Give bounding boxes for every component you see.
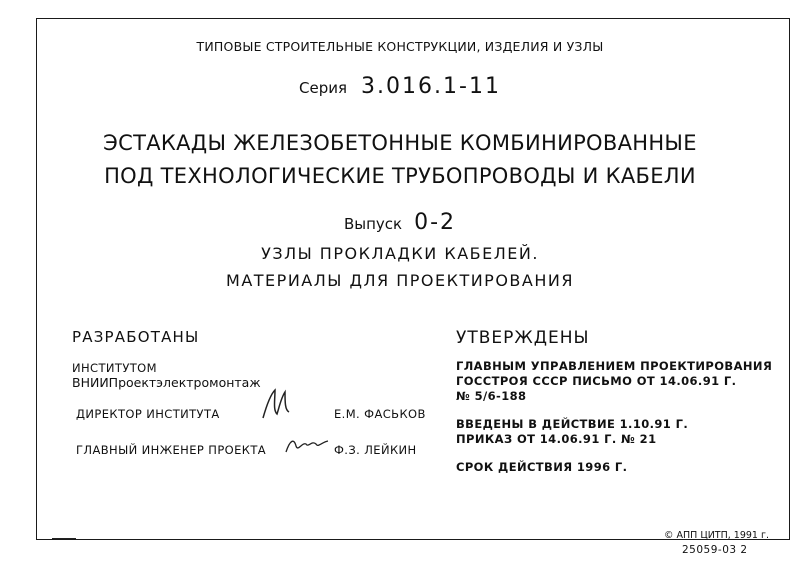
issue-line [0,210,800,235]
institute-name: ВНИИПроектэлектромонтаж [72,375,261,390]
approved-heading: УТВЕРЖДЕНЫ [456,328,590,348]
director-title: ДИРЕКТОР ИНСТИТУТА [76,407,220,421]
director-signature [255,384,295,424]
footer-rule [52,538,76,539]
document-code: 25059-03 2 [682,544,748,556]
approval-authority-line-1: ГЛАВНЫМ УПРАВЛЕНИЕМ ПРОЕКТИРОВАНИЯ [456,359,773,373]
series-number: 3.016.1-11 [361,74,501,99]
enactment-order: ПРИКАЗ ОТ 14.06.91 Г. № 21 [456,432,657,446]
engineer-signature [282,432,330,460]
enactment-date: ВВЕДЕНЫ В ДЕЙСТВИЕ 1.10.91 Г. [456,417,689,431]
approval-letter-number: № 5/6-188 [456,389,527,403]
issue-label: Выпуск [343,215,403,233]
engineer-name: Ф.З. ЛЕЙКИН [334,443,417,457]
institute-label: ИНСТИТУТОМ [72,361,157,375]
collection-header: ТИПОВЫЕ СТРОИТЕЛЬНЫЕ КОНСТРУКЦИИ, ИЗДЕЛИЯ И УЗЛЫ [196,39,604,54]
approval-authority-line-2: ГОССТРОЯ СССР ПИСЬМО ОТ 14.06.91 Г. [456,374,737,388]
document-title-line-2: ПОД ТЕХНОЛОГИЧЕСКИЕ ТРУБОПРОВОДЫ И КАБЕЛИ [104,164,696,188]
validity-period: СРОК ДЕЙСТВИЯ 1996 Г. [456,460,628,474]
engineer-title: ГЛАВНЫЙ ИНЖЕНЕР ПРОЕКТА [76,443,267,457]
copyright-note: © АПП ЦИТП, 1991 г. [664,530,770,541]
subtitle-line-2: МАТЕРИАЛЫ ДЛЯ ПРОЕКТИРОВАНИЯ [226,271,574,290]
document-title-line-1: ЭСТАКАДЫ ЖЕЛЕЗОБЕТОННЫЕ КОМБИНИРОВАННЫЕ [103,131,697,155]
issue-number: 0-2 [414,210,457,235]
series-label: Серия [299,79,348,97]
subtitle-line-1: УЗЛЫ ПРОКЛАДКИ КАБЕЛЕЙ. [261,244,539,263]
developed-heading: РАЗРАБОТАНЫ [72,328,200,346]
series-line [0,74,800,99]
director-name: Е.М. ФАСЬКОВ [334,407,426,421]
